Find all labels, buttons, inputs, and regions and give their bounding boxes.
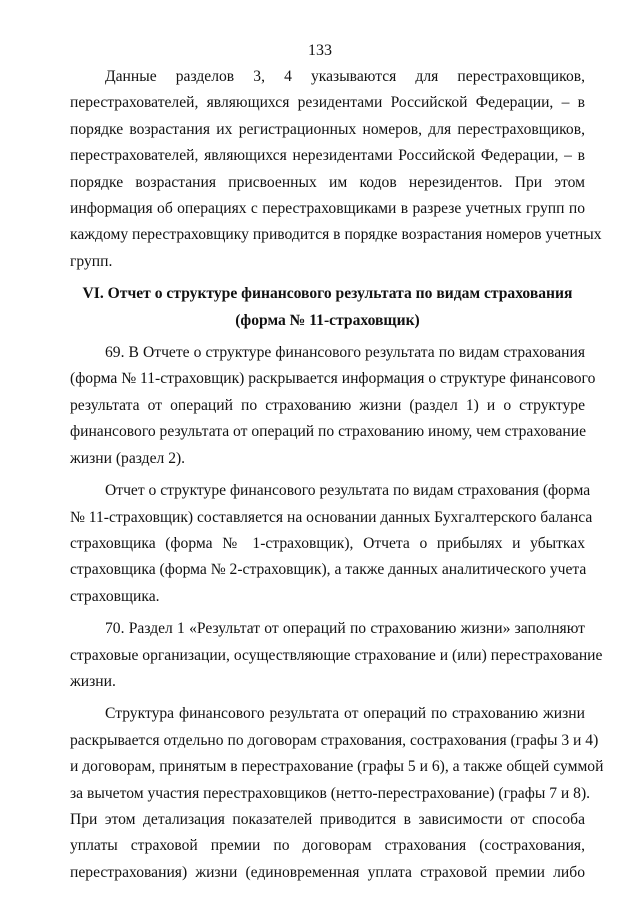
text-line: жизни. (70, 672, 116, 690)
text-line: перестрахователей, являющихся нерезидентами Российской Федерации, – в (70, 147, 585, 165)
section-heading-line: VI. Отчет о структуре финансового результата по видам страхования (82, 285, 573, 303)
section-heading-line: (форма № 11-страховщик) (235, 311, 420, 329)
text-line: страховщика (форма № 2-страховщик), а также данных аналитического учета (70, 561, 587, 579)
text-line: раскрывается отдельно по договорам страхования, сострахования (графы 3 и 4) (70, 731, 599, 749)
text-line: финансового результата от операций по страхованию иному, чем страхование (70, 423, 587, 441)
text-line: страховые организации, осуществляющие страхование и (или) перестрахование (70, 646, 603, 664)
text-line: групп. (70, 252, 113, 270)
text-line: (форма № 11-страховщик) раскрывается информация о структуре финансового (70, 370, 596, 388)
text-line: результата от операций по страхованию жизни (раздел 1) и о структуре (70, 396, 585, 414)
text-line: При этом детализация показателей приводится в зависимости от способа (70, 810, 585, 828)
text-line: 70. Раздел 1 «Результат от операций по страхованию жизни» заполняют (105, 620, 585, 638)
paragraph-70-structure (70, 701, 604, 886)
section-heading (70, 281, 585, 334)
text-line: уплаты страховой премии по договорам страхования (сострахования, (70, 837, 585, 855)
page-number: 133 (308, 42, 332, 59)
text-line: порядке возрастания присвоенных им кодов нерезидентов. При этом (70, 173, 585, 191)
text-line: перестрахователей, являющихся резидентами Российской Федерации, – в (70, 94, 585, 112)
text-line: № 11-страховщик) составляется на основании данных Бухгалтерского баланса (70, 508, 593, 526)
paragraph-69 (70, 340, 596, 472)
text-line: 69. В Отчете о структуре финансового результата по видам страхования (105, 344, 585, 362)
paragraph-69-basis (70, 478, 593, 610)
text-line: страховщика (форма № 1-страховщик), Отчета о прибылях и убытках (70, 534, 585, 552)
text-line: Данные разделов 3, 4 указываются для перестраховщиков, (105, 68, 585, 85)
text-line: и договорам, принятым в перестрахование (графы 5 и 6), а также общей суммой (70, 758, 604, 776)
text-line: страховщика. (70, 587, 160, 605)
text-line: Структура финансового результата от операций по страхованию жизни (105, 705, 585, 723)
text-line: жизни (раздел 2). (70, 449, 186, 467)
text-line: каждому перестраховщику приводится в порядке возрастания номеров учетных (70, 226, 602, 244)
text-line: информация об операциях с перестраховщиками в разрезе учетных групп по (70, 200, 585, 218)
text-line: порядке возрастания их регистрационных номеров, для перестраховщиков, (70, 120, 585, 138)
text-line: Отчет о структуре финансового результата по видам страхования (форма (105, 482, 591, 500)
text-line: за вычетом участия перестраховщиков (нетто-перестрахование) (графы 7 и 8). (70, 784, 591, 802)
text-line: перестрахования) жизни (единовременная уплата страховой премии либо (70, 863, 585, 881)
document-body (70, 64, 604, 892)
paragraph-70 (70, 616, 603, 695)
paragraph-sections-order (70, 64, 602, 275)
